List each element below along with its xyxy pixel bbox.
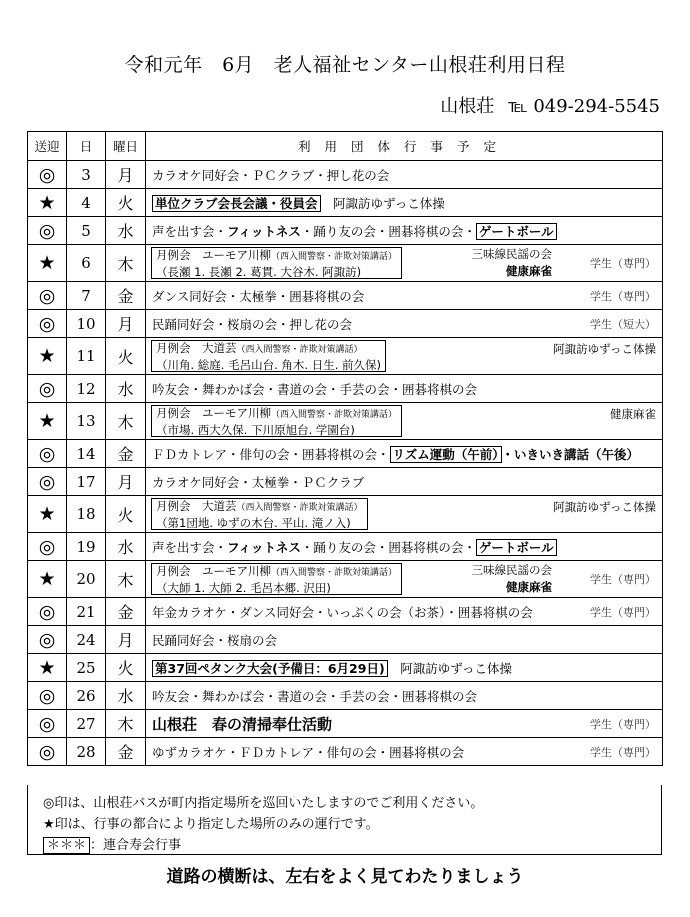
bus-mark: ◎ <box>28 598 67 626</box>
event-list: 民踊同好会・桜扇の会・押し花の会 <box>152 316 353 332</box>
events-cell <box>146 561 663 598</box>
student-note: 学生（専門） <box>590 289 656 303</box>
bus-mark: ◎ <box>28 738 67 766</box>
student-note: 学生（専門） <box>590 573 656 586</box>
table-row <box>28 710 663 738</box>
meeting-note: （西入間警察・詐欺対策講話） <box>236 345 363 355</box>
weekday: 火 <box>106 338 146 375</box>
event-text <box>152 603 533 621</box>
weekday: 火 <box>106 189 146 217</box>
header-day: 日 <box>67 132 106 161</box>
events-cell <box>146 654 663 682</box>
event-list: カラオケ同好会・太極拳・ＰＣクラブ <box>152 474 365 490</box>
footer-note-star: ★印は、行事の都合により指定した場所のみの運行です。 <box>43 817 379 832</box>
bus-mark: ◎ <box>28 217 67 245</box>
events-cell <box>146 626 663 654</box>
side-event: 健康麻雀 <box>610 407 656 421</box>
event-list: 阿諏訪ゆずっこ体操 <box>333 195 445 211</box>
table-row <box>28 161 663 189</box>
table-row <box>28 561 663 598</box>
day-number: 21 <box>67 598 106 626</box>
bus-mark: ◎ <box>28 710 67 738</box>
bus-mark: ◎ <box>28 626 67 654</box>
footer-note-circle: ◎印は、山根荘バスが町内指定場所を巡回いたしますのでご利用ください。 <box>43 796 484 811</box>
boxed-event: ゲートボール <box>476 539 557 556</box>
event-text <box>152 473 364 491</box>
events-cell <box>146 310 663 338</box>
day-number: 18 <box>67 496 106 533</box>
weekday: 月 <box>106 468 146 496</box>
safety-slogan: 道路の横断は、左右をよく見てわたりましょう <box>166 867 524 887</box>
weekday: 月 <box>106 161 146 189</box>
table-row <box>28 189 663 217</box>
table-row <box>28 282 663 310</box>
bus-mark: ★ <box>28 338 67 375</box>
event-pre: ＦＤカトレア・俳句の会・囲碁将棋の会・ <box>152 446 390 462</box>
schedule-table <box>27 131 663 766</box>
bus-mark: ◎ <box>28 440 67 468</box>
event-list: 吟友会・舞わかば会・書道の会・手芸の会・囲碁将棋の会 <box>152 688 478 704</box>
events-cell <box>146 496 663 533</box>
facility-name: 山根荘 <box>440 96 495 117</box>
bus-mark: ◎ <box>28 282 67 310</box>
meeting-areas: （市場. 西大久保. 下川原旭台. 学園台) <box>156 423 355 437</box>
boxed-event: ゲートボール <box>476 223 557 240</box>
event-text <box>152 631 277 649</box>
weekday: 木 <box>106 710 146 738</box>
event-bold: フィットネス <box>227 539 301 555</box>
special-event: 山根荘 春の清掃奉仕活動 <box>152 715 333 733</box>
events-cell <box>146 440 663 468</box>
bus-mark: ★ <box>28 496 67 533</box>
event-text <box>152 315 352 333</box>
events-cell <box>146 217 663 245</box>
table-header-row <box>28 132 663 161</box>
event-text <box>152 659 512 677</box>
table-row <box>28 738 663 766</box>
table-row <box>28 682 663 710</box>
day-number: 17 <box>67 468 106 496</box>
boxed-event: 第37回ペタンク大会(予備日：6月29日) <box>152 660 388 677</box>
event-text <box>152 687 477 705</box>
event-text <box>152 380 477 398</box>
bus-mark: ★ <box>28 561 67 598</box>
footer-legend <box>43 835 661 856</box>
legend-text: ：連合寿会行事 <box>90 838 182 853</box>
meeting-areas: （第1団地. ゆずの木台. 平山. 滝ノ入) <box>156 516 351 530</box>
table-row <box>28 598 663 626</box>
bus-mark: ★ <box>28 245 67 282</box>
weekday: 水 <box>106 375 146 403</box>
event-text <box>152 538 557 556</box>
event-list: カラオケ同好会・ＰＣクラブ・押し花の会 <box>152 167 390 183</box>
day-number: 19 <box>67 533 106 561</box>
student-note: 学生（専門） <box>590 605 656 619</box>
events-cell <box>146 282 663 310</box>
event-list: ダンス同好会・太極拳・囲碁将棋の会 <box>152 288 365 304</box>
header-bus: 送迎 <box>28 132 67 161</box>
day-number: 3 <box>67 161 106 189</box>
event-list: 年金カラオケ・ダンス同好会・いっぷくの会（お茶）・囲碁将棋の会 <box>152 604 533 620</box>
footer-notes <box>27 785 662 855</box>
monthly-meeting-box <box>151 563 402 595</box>
event-list: ゆずカラオケ・ＦＤカトレア・俳句の会・囲碁将棋の会 <box>152 744 465 760</box>
events-cell <box>146 710 663 738</box>
weekday: 月 <box>106 626 146 654</box>
student-note: 学生（専門） <box>590 745 656 759</box>
weekday: 火 <box>106 654 146 682</box>
side-event: 阿諏訪ゆずっこ体操 <box>553 500 656 514</box>
day-number: 26 <box>67 682 106 710</box>
side-event: 阿諏訪ゆずっこ体操 <box>553 342 656 356</box>
event-text <box>152 445 639 463</box>
student-note: 学生（専門） <box>590 717 656 731</box>
meeting-note: （西入間警察・詐欺対策講話） <box>271 568 398 578</box>
meeting-note: （西入間警察・詐欺対策講話） <box>271 410 398 420</box>
event-bold: フィットネス <box>227 223 301 239</box>
weekday: 火 <box>106 496 146 533</box>
contact-info <box>440 92 660 118</box>
event-text <box>152 166 389 184</box>
bus-mark: ★ <box>28 189 67 217</box>
event-text <box>152 713 332 734</box>
table-row <box>28 440 663 468</box>
event-pre: 声を出す会・ <box>152 539 228 555</box>
bus-mark: ◎ <box>28 375 67 403</box>
day-number: 14 <box>67 440 106 468</box>
weekday: 月 <box>106 310 146 338</box>
bus-mark: ◎ <box>28 161 67 189</box>
day-number: 4 <box>67 189 106 217</box>
table-row <box>28 533 663 561</box>
day-number: 12 <box>67 375 106 403</box>
monthly-meeting-box <box>151 247 402 279</box>
day-number: 25 <box>67 654 106 682</box>
weekday: 木 <box>106 403 146 440</box>
events-cell <box>146 682 663 710</box>
day-number: 7 <box>67 282 106 310</box>
meeting-title: 月例会 大道芸 <box>156 341 237 355</box>
event-mid: ・踊り友の会・囲碁将棋の会・ <box>300 223 476 239</box>
event-text <box>152 222 557 240</box>
student-note: 学生（短大） <box>590 317 656 331</box>
day-number: 24 <box>67 626 106 654</box>
events-cell <box>146 468 663 496</box>
meeting-title: 月例会 ユーモア川柳 <box>156 406 271 420</box>
day-number: 20 <box>67 561 106 598</box>
day-number: 11 <box>67 338 106 375</box>
bus-mark: ◎ <box>28 682 67 710</box>
event-list: 吟友会・舞わかば会・書道の会・手芸の会・囲碁将棋の会 <box>152 381 478 397</box>
header-events: 利用団体行事予定 <box>146 132 663 161</box>
events-cell <box>146 533 663 561</box>
day-number: 6 <box>67 245 106 282</box>
events-cell <box>146 403 663 440</box>
header-weekday: 曜日 <box>106 132 146 161</box>
events-cell <box>146 375 663 403</box>
table-row <box>28 654 663 682</box>
weekday: 水 <box>106 682 146 710</box>
events-cell <box>146 338 663 375</box>
event-text <box>152 194 445 212</box>
boxed-event: 単位クラブ会長会議・役員会 <box>152 195 321 212</box>
meeting-note: （西入間警察・詐欺対策講話） <box>271 252 398 262</box>
bus-mark: ◎ <box>28 468 67 496</box>
weekday: 金 <box>106 282 146 310</box>
side-event-2: 健康麻雀 <box>506 264 552 278</box>
event-list: 民踊同好会・桜扇の会 <box>152 632 278 648</box>
table-row <box>28 496 663 533</box>
day-number: 10 <box>67 310 106 338</box>
meeting-areas: （川角. 総庭. 毛呂山台. 角木. 日生. 前久保) <box>156 358 382 372</box>
phone-icon: ℡ <box>508 96 528 117</box>
weekday: 水 <box>106 533 146 561</box>
page-title: 令和元年 6月 老人福祉センター山根荘利用日程 <box>124 54 566 76</box>
meeting-title: 月例会 ユーモア川柳 <box>156 248 271 262</box>
bus-mark: ★ <box>28 654 67 682</box>
weekday: 水 <box>106 217 146 245</box>
meeting-areas: （長瀬 1. 長瀬 2. 葛貫. 大谷木. 阿諏訪) <box>156 265 362 279</box>
bus-mark: ◎ <box>28 533 67 561</box>
side-event-2: 健康麻雀 <box>506 580 552 594</box>
student-note: 学生（専門） <box>590 257 656 270</box>
table-row <box>28 217 663 245</box>
monthly-meeting-box <box>151 405 402 437</box>
day-number: 27 <box>67 710 106 738</box>
events-cell <box>146 161 663 189</box>
boxed-event: リズム運動（午前） <box>390 446 502 463</box>
table-row <box>28 403 663 440</box>
event-text <box>152 743 464 761</box>
meeting-title: 月例会 ユーモア川柳 <box>156 564 271 578</box>
table-row <box>28 338 663 375</box>
events-cell <box>146 738 663 766</box>
day-number: 13 <box>67 403 106 440</box>
bus-mark: ◎ <box>28 310 67 338</box>
legend-symbol: ＊＊＊ <box>43 837 90 854</box>
table-row <box>28 626 663 654</box>
weekday: 木 <box>106 245 146 282</box>
monthly-meeting-box <box>151 498 368 530</box>
event-text <box>152 287 364 305</box>
monthly-meeting-box <box>151 340 386 372</box>
weekday: 金 <box>106 440 146 468</box>
event-mid: ・踊り友の会・囲碁将棋の会・ <box>300 539 476 555</box>
weekday: 木 <box>106 561 146 598</box>
table-row <box>28 310 663 338</box>
meeting-note: （西入間警察・詐欺対策講話） <box>236 503 363 513</box>
event-tail: ・いきいき講話（午後） <box>501 446 640 462</box>
events-cell <box>146 598 663 626</box>
event-pre: 声を出す会・ <box>152 223 228 239</box>
weekday: 金 <box>106 598 146 626</box>
table-row <box>28 245 663 282</box>
day-number: 28 <box>67 738 106 766</box>
events-cell <box>146 189 663 217</box>
table-row <box>28 468 663 496</box>
side-event: 三味線民謡の会 <box>471 563 552 577</box>
phone-number: 049-294-5545 <box>533 96 660 117</box>
events-cell <box>146 245 663 282</box>
meeting-areas: （大師 1. 大師 2. 毛呂本郷. 沢田) <box>156 581 331 595</box>
day-number: 5 <box>67 217 106 245</box>
table-row <box>28 375 663 403</box>
event-list: 阿諏訪ゆずっこ体操 <box>400 660 512 676</box>
bus-mark: ★ <box>28 403 67 440</box>
meeting-title: 月例会 大道芸 <box>156 499 237 513</box>
weekday: 金 <box>106 738 146 766</box>
side-event: 三味線民謡の会 <box>471 247 552 261</box>
